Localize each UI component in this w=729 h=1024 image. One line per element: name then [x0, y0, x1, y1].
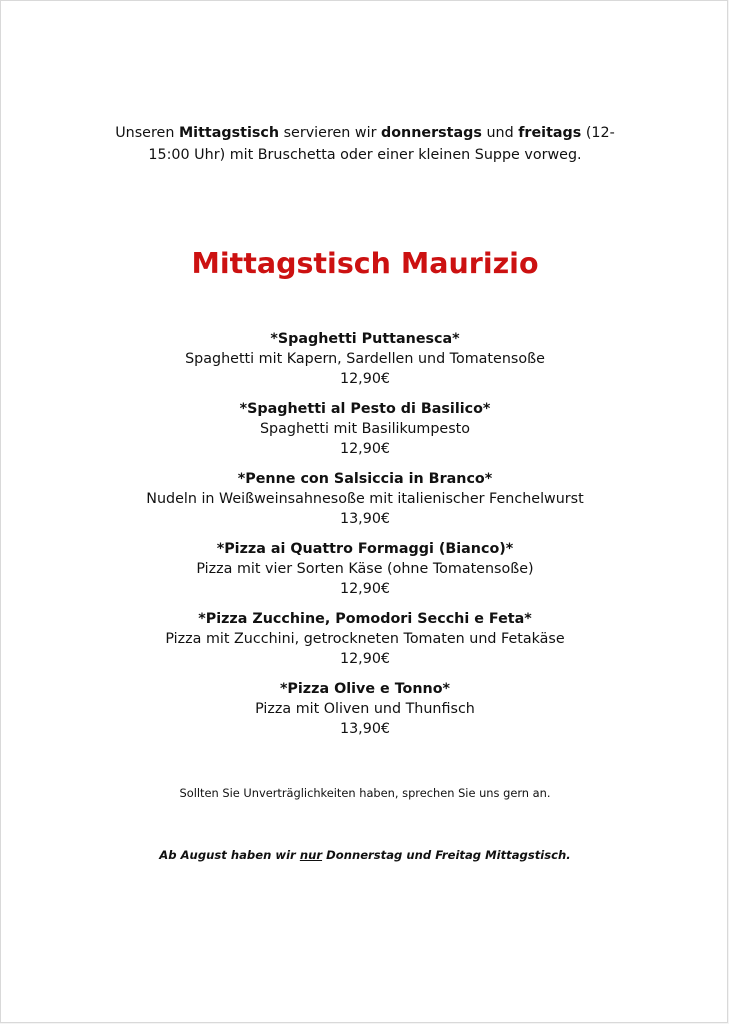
menu-item-name: *Pizza Olive e Tonno*	[279, 681, 451, 697]
menu-item-price: 13,90€	[339, 721, 391, 737]
menu-item-name: *Pizza ai Quattro Formaggi (Bianco)*	[216, 541, 514, 557]
menu-list	[1, 329, 729, 749]
menu-item	[1, 539, 729, 609]
menu-item	[1, 609, 729, 679]
menu-item-price: 13,90€	[339, 511, 391, 527]
menu-item	[1, 329, 729, 399]
menu-item-name: *Penne con Salsiccia in Branco*	[237, 471, 493, 487]
intro-text	[96, 122, 634, 166]
august-notice	[1, 847, 729, 863]
menu-item	[1, 469, 729, 539]
intro-part-4: (12-15:00 Uhr) mit Bruschetta oder einer kleinen Suppe vorweg.	[148, 125, 615, 163]
intro-part-2: servieren wir	[279, 125, 381, 141]
intro-bold-donnerstags: donnerstags	[381, 125, 482, 141]
intro-part-3: und	[481, 125, 519, 141]
menu-item	[1, 679, 729, 749]
allergy-note: Sollten Sie Unverträglichkeiten haben, sprechen Sie uns gern an.	[179, 786, 551, 800]
menu-item-price: 12,90€	[339, 441, 391, 457]
intro-part-1: Unseren	[115, 125, 179, 141]
menu-item-description: Pizza mit Zucchini, getrockneten Tomaten und Fetakäse	[165, 631, 565, 647]
notice-after: Donnerstag und Freitag Mittagstisch.	[322, 848, 571, 862]
notice-underlined: nur	[299, 848, 323, 862]
menu-item-name: *Spaghetti al Pesto di Basilico*	[239, 401, 491, 417]
menu-item-price: 12,90€	[339, 371, 391, 387]
menu-item	[1, 399, 729, 469]
notice-before: Ab August haben wir	[159, 848, 300, 862]
menu-item-description: Pizza mit Oliven und Thunfisch	[255, 701, 475, 717]
menu-item-description: Spaghetti mit Kapern, Sardellen und Tomatensoße	[185, 351, 545, 367]
menu-item-price: 12,90€	[339, 651, 391, 667]
intro-bold-freitags: freitags	[518, 125, 582, 141]
menu-item-description: Spaghetti mit Basilikumpesto	[259, 421, 471, 437]
menu-item-description: Pizza mit vier Sorten Käse (ohne Tomatensoße)	[196, 561, 534, 577]
menu-item-description: Nudeln in Weißweinsahnesoße mit italienischer Fenchelwurst	[146, 491, 584, 507]
menu-item-name: *Pizza Zucchine, Pomodori Secchi e Feta*	[198, 611, 532, 627]
menu-item-price: 12,90€	[339, 581, 391, 597]
intro-bold-mittagstisch: Mittagstisch	[178, 125, 280, 141]
page-title: Mittagstisch Maurizio	[191, 247, 539, 280]
menu-item-name: *Spaghetti Puttanesca*	[270, 331, 460, 347]
